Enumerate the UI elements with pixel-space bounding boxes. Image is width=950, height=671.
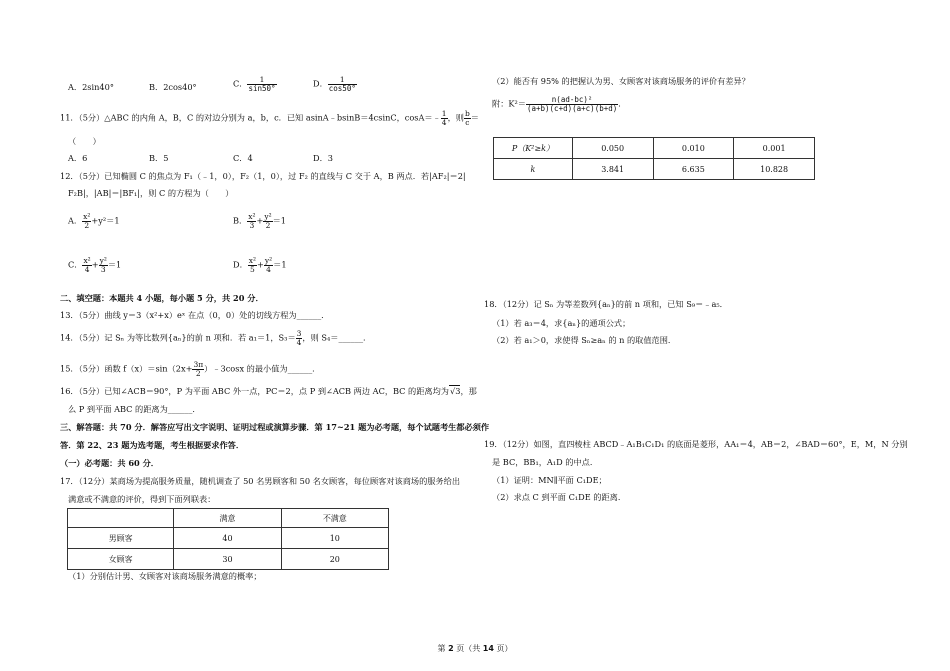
- q17-line2: 满意或不满意的评价，得到下面列联表：: [68, 494, 216, 504]
- q11-option-a: A．6: [68, 153, 88, 163]
- section-3-heading: 三、解答题：共 70 分．解答应写出文字说明、证明过程或演算步骤．第 17~21 题为必考题，每个试题考生都必须作: [60, 422, 490, 432]
- table-cell: k: [494, 159, 573, 180]
- q12-line2: F₂B|，|AB|＝|BF₁|，则 C 的方程为（ ）: [68, 188, 234, 198]
- q17-part2: （2）能否有 95% 的把握认为男、女顾客对该商场服务的评价有差异？: [492, 76, 750, 86]
- table-cell: 0.050: [572, 138, 653, 159]
- q19-line1: 19．（12分）如图，直四棱柱 ABCD﹣A₁B₁C₁D₁ 的底面是菱形，AA₁＝4，AB＝2，∠BAD＝60°，E，M，N 分别: [484, 439, 908, 449]
- table-cell: 男顾客: [68, 528, 174, 549]
- q15: 15．（5分）函数 f（x）＝sin（2x+ $\frac{3\pi}{2}$ ）﹣3cosx 的最小值为______．: [60, 360, 321, 378]
- q17-part1: （1）分别估计男、女顾客对该商场服务满意的概率；: [68, 571, 262, 581]
- q10-option-a: A．2sin40°: [68, 82, 114, 92]
- table-row: [494, 138, 815, 159]
- q12-option-a: A． $\frac{\text{x²}}{2}$ +y²＝1: [68, 212, 120, 230]
- q11-option-d: D．3: [313, 153, 333, 163]
- page-footer: 第 2 页（共 14 页）: [437, 644, 513, 653]
- k2-formula: 附：K²＝ $\frac{\text{n(ad-bc)²}}{(a+b)(c+d)(a+c)(b+d)}$ ．: [492, 95, 627, 113]
- q10-option-d: D． $\frac{1}{\cos 50^\circ}$: [313, 75, 356, 93]
- section-3-heading-cont: 答．第 22、23 题为选考题，考生根据要求作答．: [60, 440, 245, 450]
- table-cell: 10.828: [734, 159, 815, 180]
- table-cell: 0.001: [734, 138, 815, 159]
- table-cell: 10: [281, 528, 388, 549]
- table-row: [494, 159, 815, 180]
- q18-part1: （1）若 a₃＝4，求{aₙ}的通项公式；: [492, 318, 631, 328]
- q12-line1: 12．（5分）已知椭圆 C 的焦点为 F₁（﹣1，0），F₂（1，0），过 F₂ 的直线与 C 交于 A，B 两点．若|AF₂|＝2|: [60, 171, 466, 181]
- table-cell: 3.841: [572, 159, 653, 180]
- table-row: [68, 509, 389, 528]
- q11-paren: （ ）: [68, 136, 101, 146]
- q12-option-d: D． $\frac{\text{x²}}{5}$ + $\frac{\text{y²}}{4}$ ＝1: [233, 256, 287, 274]
- table-cell: [68, 509, 174, 528]
- q11-option-b: B．5: [149, 153, 169, 163]
- q13: 13．（5分）曲线 y＝3（x²+x）eˣ 在点（0，0）处的切线方程为______．: [60, 310, 330, 320]
- table-row: [68, 549, 389, 570]
- table-cell: 40: [174, 528, 281, 549]
- q18-part2: （2）若 a₁＞0，求使得 Sₙ≥aₙ 的 n 的取值范围．: [492, 335, 677, 345]
- table-cell: 不满意: [281, 509, 388, 528]
- table-cell: P（K²≥k）: [494, 138, 573, 159]
- q19-part2: （2）求点 C 到平面 C₁DE 的距离．: [492, 492, 627, 502]
- table-cell: 20: [281, 549, 388, 570]
- q19-line2: 是 BC，BB₁，A₁D 的中点．: [492, 457, 599, 467]
- q17-contingency-table: [67, 508, 389, 570]
- q10-option-b: B．2cos40°: [149, 82, 197, 92]
- table-cell: 女顾客: [68, 549, 174, 570]
- q19-part1: （1）证明：MN∥平面 C₁DE；: [492, 475, 607, 485]
- q11-stem: 11．（5分）△ABC 的内角 A，B，C 的对边分别为 a，b，c．已知 asinA﹣bsinB＝4csinC，cosA＝﹣ $\frac{1}{4}$ ，则 $\frac{b}{c}$ ＝: [60, 109, 479, 127]
- table-row: [68, 528, 389, 549]
- page-total: 14: [482, 644, 494, 653]
- q12-option-c: C． $\frac{\text{x²}}{4}$ + $\frac{\text{y²}}{3}$ ＝1: [68, 256, 122, 274]
- table-cell: 0.010: [653, 138, 734, 159]
- section-3-subheading: （一）必考题：共 60 分．: [60, 458, 159, 468]
- q16-line2: 么 P 到平面 ABC 的距离为______．: [68, 404, 201, 414]
- q17-line1: 17．（12分）某商场为提高服务质量，随机调查了 50 名男顾客和 50 名女顾客，每位顾客对该商场的服务给出: [60, 476, 461, 486]
- q14: 14．（5分）记 Sₙ 为等比数列{aₙ}的前 n 项和．若 a₁＝1，S₃＝ $\frac{3}{4}$ ，则 S₄＝______．: [60, 329, 372, 347]
- table-cell: 6.635: [653, 159, 734, 180]
- section-2-heading: 二、填空题：本题共 4 小题，每小题 5 分，共 20 分．: [60, 293, 264, 303]
- q12-option-b: B． $\frac{\text{x²}}{3}$ + $\frac{\text{y²}}{2}$ ＝1: [233, 212, 286, 230]
- page-number: 2: [448, 644, 454, 653]
- k2-critical-value-table: [493, 137, 815, 180]
- table-cell: 30: [174, 549, 281, 570]
- table-cell: 满意: [174, 509, 281, 528]
- q10-option-c: C． $\frac{1}{\sin 50^\circ}$: [233, 75, 276, 93]
- q11-option-c: C．4: [233, 153, 253, 163]
- q16-line1: 16．（5分）已知∠ACB＝90°，P 为平面 ABC 外一点，PC＝2，点 P 到∠ACB 两边 AC，BC 的距离均为√3，那: [60, 386, 477, 396]
- q18-stem: 18．（12分）记 Sₙ 为等差数列{aₙ}的前 n 项和，已知 S₉＝﹣a₅．: [484, 299, 728, 309]
